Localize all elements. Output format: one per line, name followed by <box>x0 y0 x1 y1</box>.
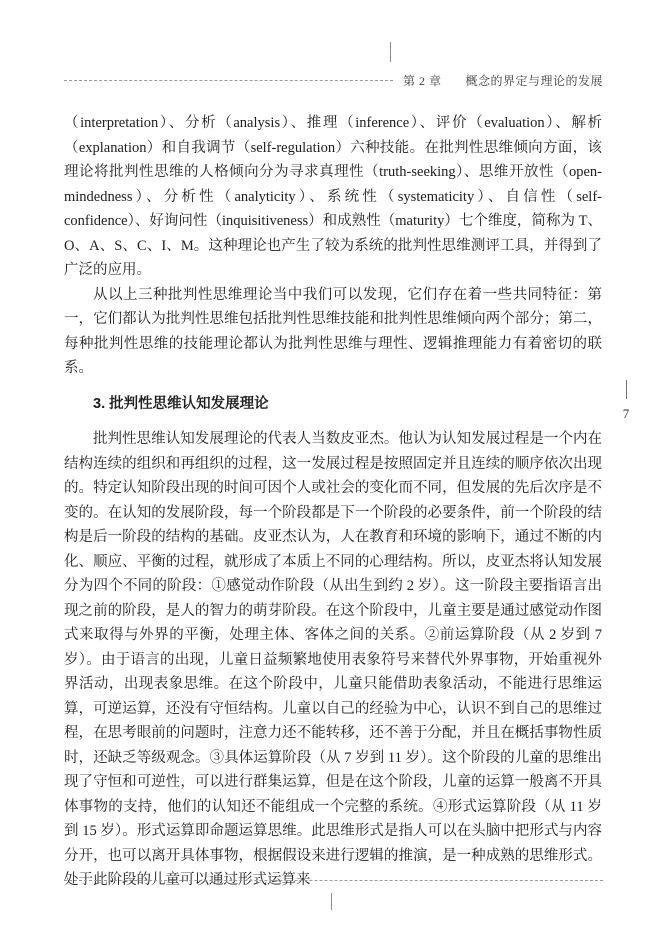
running-header <box>64 72 603 89</box>
body-paragraph: （interpretation）、分析（analysis）、推理（inference）、评价（evaluation）、解析（explanation）和自我调节（self-regulation）六种技能。在批判性思维倾向方面，该理论将批判性思维的人格倾向分为寻求真理性（truth-seeking）、思维开放性（open-mindedness）、分析性（analyticity）、系统性（systematicity）、自信性（self-confidence）、好询问性（inquisitiveness）和成熟性（maturity）七个维度，简称为 T、O、A、S、C、I、M。这种理论也产生了较为系统的批判性思维测评工具，并得到了广泛的应用。 <box>64 115 602 278</box>
section-heading: 3. 批判性思维认知发展理论 <box>93 395 269 412</box>
page-number: 7 <box>622 406 630 421</box>
page-number-block <box>615 380 637 422</box>
body-paragraph: 批判性思维认知发展理论的代表人当数皮亚杰。他认为认知发展过程是一个内在结构连续的组织和再组织的过程，这一发展过程是按照固定并且连续的顺序依次出现的。特定认知阶段出现的时间可因个人或社会的变化而不同，但发展的先后次序是不变的。在认知的发展阶段，每一个阶段都是下一个阶段的必要条件，前一个阶段的结构是后一阶段的结构的基础。皮亚杰认为，人在教育和环境的影响下，通过不断的内化、顺应、平衡的过程，就形成了本质上不同的心理结构。所以，皮亚杰将认知发展分为四个不同的阶段：①感觉动作阶段（从出生到约 2 岁）。这一阶段主要指语言出现之前的阶段，是人的智力的萌芽阶段。在这个阶段中，儿童主要是通过感觉动作图式来取得与外界的平衡，处理主体、客体之间的关系。②前运算阶段（从 2 岁到 7 岁）。由于语言的出现，儿童日益频繁地使用表象符号来替代外界事物，开始重视外界活动，出现表象思维。在这个阶段中，儿童只能借助表象活动，不能进行思维运算，可逆运算，还没有守恒结构。儿童以自己的经验为中心，认识不到自己的思维过程，在思考眼前的问题时，注意力还不能转移，还不善于分配，并且在概括事物性质时，还缺乏等级观念。③具体运算阶段（从 7 岁到 11 岁）。这个阶段的儿童的思维出现了守恒和可逆性，可以进行群集运算，但是在这个阶段，儿童的运算一般离不开具体事物的支持，他们的认知还不能组成一个完整的系统。④形式运算阶段（从 11 岁到 15 岁）。形式运算即命题运算思维。此思维形式是指人可以在头脑中把形式与内容分开，也可以离开具体事物，根据假设来进行逻辑的推演，是一种成熟的思维形式。处于此阶段的儿童可以通过形式运算来 <box>64 431 602 888</box>
chapter-title: 概念的界定与理论的发展 <box>465 74 603 88</box>
header-dashed-rule <box>64 80 393 81</box>
chapter-label: 第 2 章 <box>402 74 442 88</box>
body-paragraph: 从以上三种批判性思维理论当中我们可以发现，它们存在着一些共同特征：第一，它们都认为批判性思维包括批判性思维技能和批判性思维倾向两个部分；第二，每种批判性思维的技能理论都认为批判性思维与理性、逻辑推理能力有着密切的联系。 <box>64 286 602 376</box>
top-crop-mark <box>390 42 391 62</box>
footer-dashed-rule <box>64 880 603 881</box>
page-body <box>64 111 602 893</box>
bottom-crop-mark <box>331 893 332 910</box>
page-number-rule <box>626 380 627 399</box>
